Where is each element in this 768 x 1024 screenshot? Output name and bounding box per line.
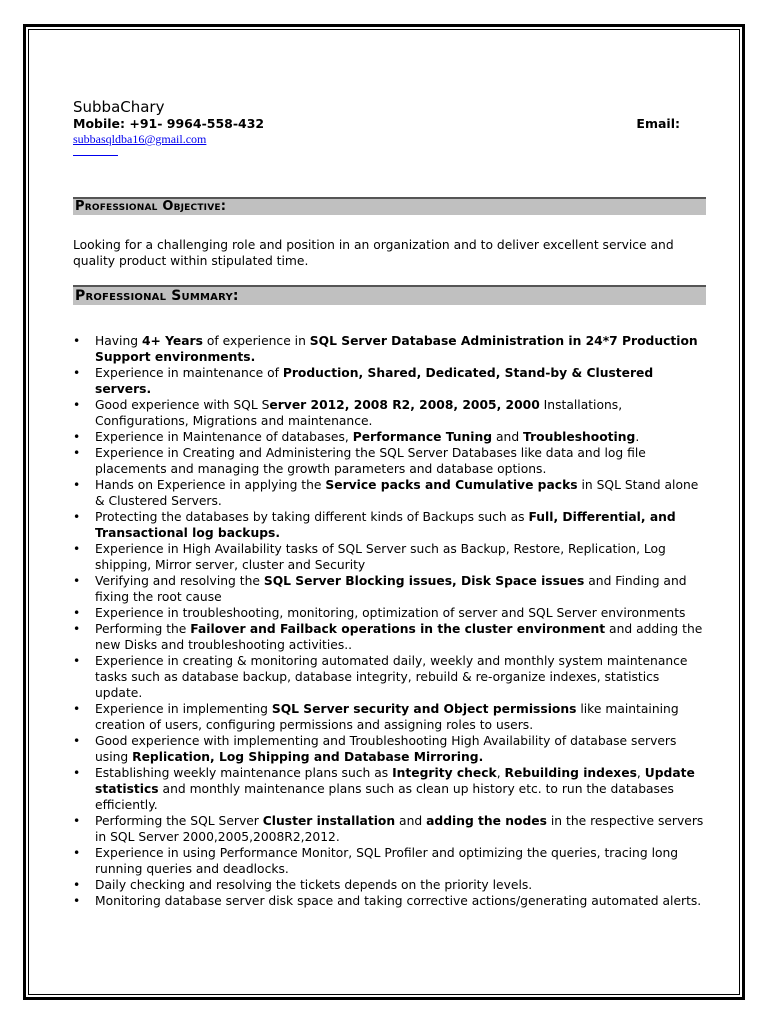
email-link[interactable]: subbasqldba16@gmail.com xyxy=(73,132,207,146)
summary-item: • Experience in using Performance Monitor, SQL Profiler and optimizing the queries, tracing long running queries and deadlocks. xyxy=(73,845,706,877)
hyperlink-underline xyxy=(73,155,118,156)
summary-item: • Good experience with implementing and Troubleshooting High Availability of database servers using Replication, Log Shipping and Database Mirroring. xyxy=(73,733,706,765)
summary-item: • Performing the Failover and Failback operations in the cluster environment and adding the new Disks and troubleshooting activities.. xyxy=(73,621,706,653)
summary-item: • Experience in maintenance of Production, Shared, Dedicated, Stand-by & Clustered servers. xyxy=(73,365,706,397)
summary-heading: Professional Summary: xyxy=(73,285,706,305)
summary-item: • Protecting the databases by taking different kinds of Backups such as Full, Differential, and Transactional log backups. xyxy=(73,509,706,541)
summary-item: • Hands on Experience in applying the Service packs and Cumulative packs in SQL Stand alone & Clustered Servers. xyxy=(73,477,706,509)
mobile-number: Mobile: +91- 9964-558-432 xyxy=(73,116,265,131)
summary-item: • Establishing weekly maintenance plans such as Integrity check, Rebuilding indexes, Update statistics and monthly maintenance plans such as clean up history etc. to run the databases efficiently. xyxy=(73,765,706,813)
summary-list xyxy=(73,333,706,909)
summary-item: • Good experience with SQL Server 2012, 2008 R2, 2008, 2005, 2000 Installations, Configurations, Migrations and maintenance. xyxy=(73,397,706,429)
candidate-name: SubbaChary xyxy=(73,98,165,116)
summary-item: • Experience in implementing SQL Server security and Object permissions like maintaining creation of users, configuring permissions and assigning roles to users. xyxy=(73,701,706,733)
summary-item: • Experience in troubleshooting, monitoring, optimization of server and SQL Server environments xyxy=(73,605,706,621)
resume-document xyxy=(73,98,706,909)
email-label: Email: xyxy=(636,116,680,131)
objective-text: Looking for a challenging role and position in an organization and to deliver excellent service and quality product within stipulated time. xyxy=(73,238,674,268)
summary-item: • Monitoring database server disk space and taking corrective actions/generating automated alerts. xyxy=(73,893,706,909)
summary-item: • Having 4+ Years of experience in SQL Server Database Administration in 24*7 Production Support environments. xyxy=(73,333,706,365)
summary-item: • Experience in creating & monitoring automated daily, weekly and monthly system maintenance tasks such as database backup, database integrity, rebuild & re-organize indexes, statistics update. xyxy=(73,653,706,701)
objective-heading: Professional Objective: xyxy=(73,197,706,215)
summary-item: • Experience in Creating and Administering the SQL Server Databases like data and log file placements and managing the growth parameters and database options. xyxy=(73,445,706,477)
summary-item: • Experience in Maintenance of databases, Performance Tuning and Troubleshooting. xyxy=(73,429,706,445)
summary-item: • Daily checking and resolving the tickets depends on the priority levels. xyxy=(73,877,706,893)
contact-row xyxy=(73,116,706,132)
summary-item: • Performing the SQL Server Cluster installation and adding the nodes in the respective servers in SQL Server 2000,2005,2008R2,2012. xyxy=(73,813,706,845)
summary-item: • Experience in High Availability tasks of SQL Server such as Backup, Restore, Replication, Log shipping, Mirror server, cluster and Security xyxy=(73,541,706,573)
summary-item: • Verifying and resolving the SQL Server Blocking issues, Disk Space issues and Finding and fixing the root cause xyxy=(73,573,706,605)
